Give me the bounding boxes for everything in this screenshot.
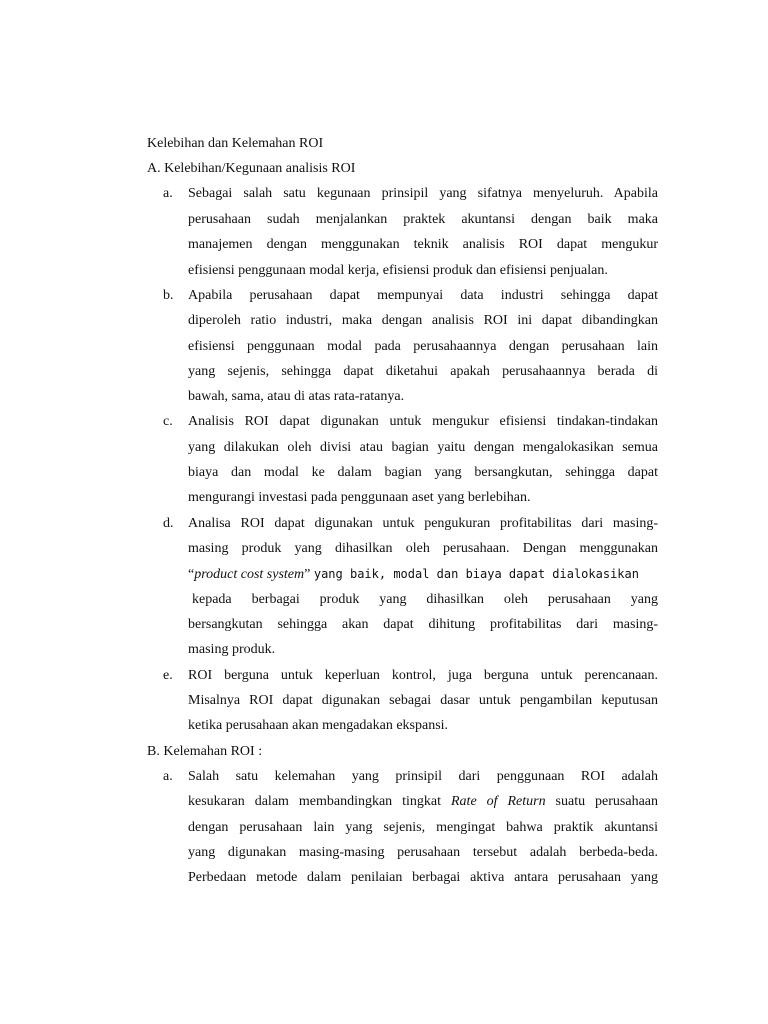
list-item-line: masing produk. [188,642,276,657]
list-item-line: bersangkutan sehingga akan dapat dihitung profitabilitas dari masing- [188,617,658,632]
quote-close: ” [304,567,311,582]
product-cost-system-term: product cost system [194,567,305,582]
section-b-heading: B. Kelemahan ROI : [147,744,263,759]
list-item-line-mixed [188,792,658,812]
list-item-line: perusahaan sudah menjalankan praktek akuntansi dengan baik maka [188,212,658,227]
list-item-line: Perbedaan metode dalam penilaian berbagai aktiva antara perusahaan yang [188,870,658,885]
list-item-line: yang digunakan masing-masing perusahaan tersebut adalah berbeda-beda. [188,845,658,860]
page-title: Kelebihan dan Kelemahan ROI [147,136,324,151]
list-marker-a-e: e. [163,668,173,683]
list-item-line: efisiensi penggunaan modal kerja, efisiensi produk dan efisiensi penjualan. [188,263,608,278]
list-item-line: Salah satu kelemahan yang prinsipil dari penggunaan ROI adalah [188,769,658,784]
list-item-line: mengurangi investasi pada penggunaan aset yang berlebihan. [188,490,531,505]
list-item-line: bawah, sama, atau di atas rata-ratanya. [188,389,405,404]
list-item-line: efisiensi penggunaan modal pada perusahaannya dengan perusahaan lain [188,339,658,354]
list-item-line: Misalnya ROI dapat digunakan sebagai dasar untuk pengambilan keputusan [188,693,658,708]
text-run: suatu perusahaan [555,794,659,809]
list-item-line: yang sejenis, sehingga dapat diketahui apakah perusahaannya berada di [188,364,658,379]
list-marker-b-a: a. [163,769,173,784]
list-item-line: ROI berguna untuk keperluan kontrol, juga berguna untuk perencanaan. [188,668,658,683]
list-item-line: diperoleh ratio industri, maka dengan analisis ROI ini dapat dibandingkan [188,313,658,328]
text-run: kesukaran dalam membandingkan tingkat [188,794,442,809]
list-marker-a-c: c. [163,414,173,429]
list-marker-a-b: b. [163,288,174,303]
list-item-line: dengan perusahaan lain yang sejenis, mengingat bahwa praktik akuntansi [188,820,658,835]
list-item-line: Analisa ROI dapat digunakan untuk pengukuran profitabilitas dari masing- [188,516,658,531]
list-item-line: manajemen dengan menggunakan teknik analisis ROI dapat mengukur [188,237,658,252]
list-item-line: yang dilakukan oleh divisi atau bagian yaitu dengan mengalokasikan semua [188,440,658,455]
mono-text-run: yang baik, modal dan biaya dapat dialokasikan [313,567,639,581]
list-item-line: ketika perusahaan akan mengadakan ekspansi. [188,718,449,733]
section-a-heading: A. Kelebihan/Kegunaan analisis ROI [147,161,356,176]
quote-open: “ [188,567,195,582]
list-item-line-mixed [188,564,658,585]
list-marker-a-d: d. [163,516,174,531]
list-item-line: masing produk yang dihasilkan oleh perusahaan. Dengan menggunakan [188,541,658,556]
rate-of-return-term: Rate of Return [451,794,546,809]
list-marker-a-a: a. [163,186,173,201]
list-item-line: kepada berbagai produk yang dihasilkan oleh perusahaan yang [192,592,658,607]
list-item-line: Apabila perusahaan dapat mempunyai data industri sehingga dapat [188,288,658,303]
list-item-line: Analisis ROI dapat digunakan untuk mengukur efisiensi tindakan-tindakan [188,414,658,429]
list-item-line: Sebagai salah satu kegunaan prinsipil yang sifatnya menyeluruh. Apabila [188,186,658,201]
list-item-line: biaya dan modal ke dalam bagian yang bersangkutan, sehingga dapat [188,465,658,480]
